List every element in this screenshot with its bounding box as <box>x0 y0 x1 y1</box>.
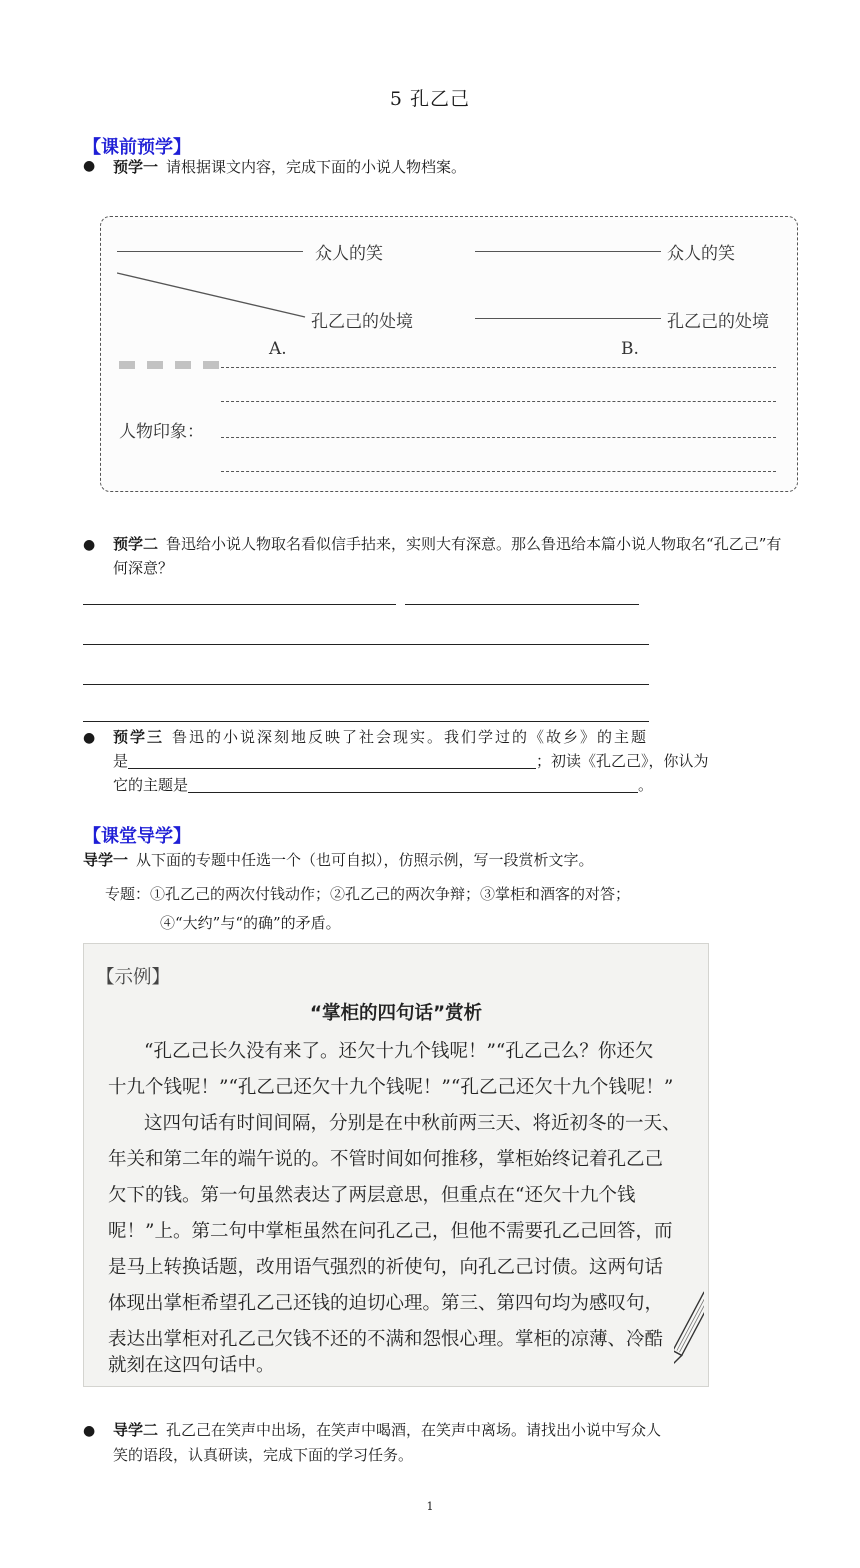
example-line-2: 十九个钱呢！”“孔乙己还欠十九个钱呢！”“孔乙己还欠十九个钱呢！” <box>108 1077 674 1098</box>
pre-study-3-text-b: 是 <box>113 752 129 770</box>
answer-line <box>83 644 649 645</box>
pre-study-3-text-d: 它的主题是 <box>113 776 189 794</box>
answer-line <box>405 604 639 605</box>
guide-1-text: 从下面的专题中任选一个（也可自拟），仿照示例，写一段赏析文字。 <box>136 851 594 869</box>
option-label-a: A. <box>269 339 287 359</box>
page-title: 5 孔乙己 <box>389 88 471 110</box>
example-line-5: 欠下的钱。第一句虽然表达了两层意思，但重点在“还欠十九个钱 <box>108 1185 636 1206</box>
bullet-icon: ● <box>83 1423 96 1439</box>
example-line-3: 这四句话有时间间隔，分别是在中秋前两三天、将近初冬的一天、 <box>144 1113 681 1134</box>
section-heading-pre-study: 【课前预学】 <box>83 137 191 158</box>
guide-1-topics-line2: ④“大约”与“的确”的矛盾。 <box>160 914 341 932</box>
option-label-b: B. <box>621 339 639 359</box>
answer-line <box>117 251 303 252</box>
pre-study-1-text: 请根据课文内容，完成下面的小说人物档案。 <box>166 158 467 176</box>
example-line-8: 体现出掌柜希望孔乙己还钱的迫切心理。第三、第四句均为感叹句， <box>108 1293 664 1314</box>
example-line-4: 年关和第二年的端午说的。不管时间如何推移，掌柜始终记着孔乙己 <box>108 1149 664 1170</box>
pre-study-3-line3 <box>113 773 653 797</box>
answer-line <box>188 776 638 793</box>
character-profile-box <box>100 216 798 492</box>
laugh-label-b: 众人的笑 <box>667 244 735 264</box>
bullet-icon: ● <box>83 158 96 174</box>
pre-study-2 <box>113 532 793 580</box>
pre-study-1-label: 预学一 <box>113 158 159 176</box>
answer-line <box>83 684 649 685</box>
example-line-10: 就刻在这四句话中。 <box>108 1355 275 1376</box>
example-line-9: 表达出掌柜对孔乙己欠钱不还的不满和怨恨心理。掌柜的凉薄、冷酷 <box>108 1329 664 1350</box>
example-heading: “掌柜的四句话”赏析 <box>309 1003 483 1024</box>
example-box <box>83 943 709 1387</box>
answer-line <box>221 437 776 438</box>
example-tag: 【示例】 <box>96 967 171 988</box>
pre-study-3-label: 预学三 <box>113 728 165 746</box>
pre-study-3-line2 <box>113 749 709 773</box>
pre-study-3-text-a: 鲁迅的小说深刻地反映了社会现实。我们学过的《故乡》的主题 <box>172 728 649 746</box>
bullet-icon: ● <box>83 537 96 553</box>
cropped-label-fragment <box>117 355 237 371</box>
guide-2-line1 <box>113 1418 661 1442</box>
pre-study-3-text-c: ；初读《孔乙己》，你认为 <box>536 752 709 770</box>
situation-label-a: 孔乙己的处境 <box>311 312 413 332</box>
guide-2-text-a: 孔乙己在笑声中出场，在笑声中喝酒，在笑声中离场。请找出小说中写众人 <box>166 1421 662 1439</box>
guide-2-label: 导学二 <box>113 1421 159 1439</box>
guide-1-label: 导学一 <box>83 851 129 869</box>
diagonal-connector-line <box>117 269 307 321</box>
answer-line <box>221 367 776 368</box>
answer-line <box>83 604 396 605</box>
section-heading-class-study: 【课堂导学】 <box>83 826 191 847</box>
pre-study-2-label: 预学二 <box>113 535 159 553</box>
guide-1-topics-line1: 专题：①孔乙己的两次付钱动作；②孔乙己的两次争辩；③掌柜和酒客的对答； <box>105 885 631 903</box>
example-line-1: “孔乙己长久没有来了。还欠十九个钱呢！”“孔乙己么？你还欠 <box>144 1041 654 1062</box>
answer-line <box>475 251 661 252</box>
answer-line <box>475 318 661 319</box>
pre-study-3-line1 <box>113 725 648 749</box>
laugh-label-a: 众人的笑 <box>315 244 383 264</box>
pre-study-2-text: 鲁迅给小说人物取名看似信手拈来，实则大有深意。那么鲁迅给本篇小说人物取名“孔乙己”有何深意？ <box>113 535 782 577</box>
impression-label: 人物印象： <box>119 422 204 442</box>
pre-study-3-text-e: 。 <box>638 776 654 794</box>
answer-line <box>221 471 776 472</box>
situation-label-b: 孔乙己的处境 <box>667 312 769 332</box>
answer-line <box>221 401 776 402</box>
answer-line <box>83 721 649 722</box>
example-line-7: 是马上转换话题，改用语气强烈的祈使句，向孔乙己讨债。这两句话 <box>108 1257 664 1278</box>
guide-1 <box>83 848 594 872</box>
bullet-icon: ● <box>83 730 96 746</box>
pencil-icon <box>674 1286 704 1376</box>
guide-2-line2: 笑的语段，认真研读，完成下面的学习任务。 <box>113 1446 414 1464</box>
answer-line <box>128 752 536 769</box>
pre-study-1 <box>113 155 466 179</box>
page-number: 1 <box>426 1500 434 1513</box>
example-line-6: 呢！”上。第二句中掌柜虽然在问孔乙己，但他不需要孔乙己回答，而 <box>108 1221 673 1242</box>
